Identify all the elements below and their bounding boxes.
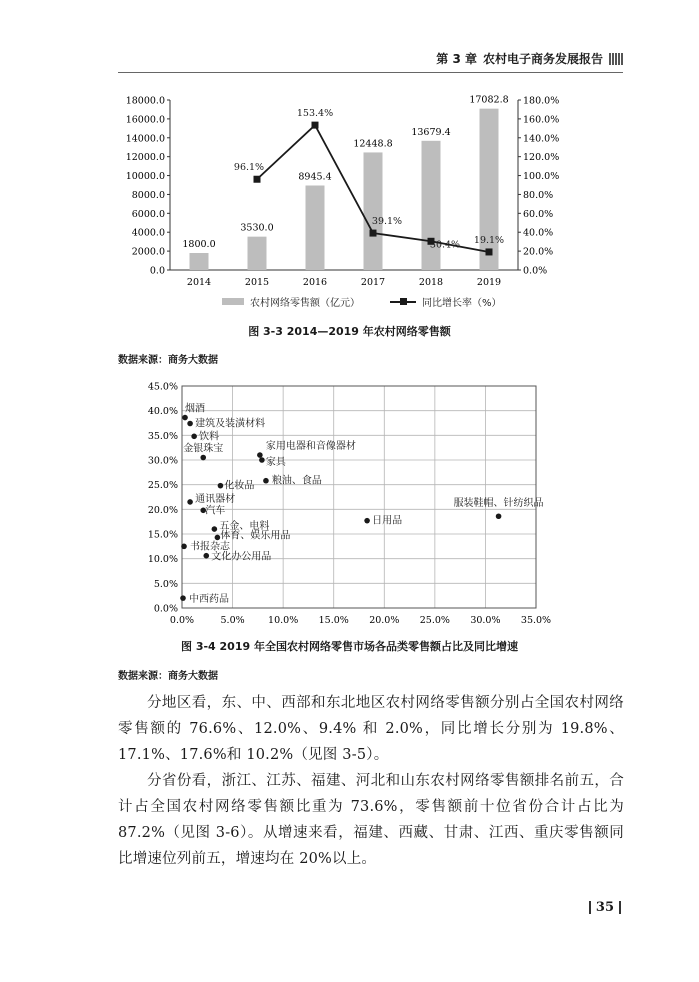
y-tick-label: 45.0% xyxy=(147,381,178,393)
header-bar-ornament xyxy=(609,53,623,65)
scatter-point xyxy=(215,535,221,541)
point-label: 建筑及装潢材料 xyxy=(195,418,266,430)
bar-value-label: 12448.8 xyxy=(353,138,393,150)
paragraph-region: 分地区看，东、中、西部和东北地区农村网络零售额分别占全国农村网络零售额的 76.6%、12.0%、9.4% 和 2.0%，同比增长分别为 19.8%、17.1%、17.6%和 10.2%（见图 3-5）。 xyxy=(118,695,624,763)
y-right-tick-label: 0.0% xyxy=(523,265,548,277)
point-label: 中西药品 xyxy=(189,594,230,606)
bar-value-label: 17082.8 xyxy=(469,94,509,106)
y-right-tick-label: 60.0% xyxy=(523,208,554,220)
bar xyxy=(422,141,441,270)
x-tick-label: 15.0% xyxy=(318,615,349,626)
page-number xyxy=(589,900,621,915)
point-label: 化妆品 xyxy=(224,480,255,492)
x-tick-label: 35.0% xyxy=(520,615,552,626)
y-left-tick-label: 4000.0 xyxy=(131,227,165,239)
figure-3-4-source: 数据来源：商务大数据 xyxy=(118,671,218,682)
y-tick-label: 5.0% xyxy=(153,578,178,590)
x-tick-label: 10.0% xyxy=(268,615,299,626)
legend-bar-swatch xyxy=(222,298,244,305)
scatter-point xyxy=(259,457,265,463)
scatter-point xyxy=(212,526,218,532)
point-label: 金银珠宝 xyxy=(183,443,224,455)
x-tick-label: 2017 xyxy=(360,277,386,288)
paragraph-province: 分省份看，浙江、江苏、福建、河北和山东农村网络零售额排名前五，合计占全国农村网络零售额比重为 73.6%，零售额前十位省份合计占比为 87.2%（见图 3-6）。从增速来看，福建、西藏、甘肃、江西、重庆零售额同比增速位列前五，增速均在 20%以上。 xyxy=(118,773,624,867)
legend-line-swatch xyxy=(390,301,416,303)
growth-label: 19.1% xyxy=(473,234,505,246)
growth-label: 39.1% xyxy=(371,216,403,228)
figure-3-3-legend xyxy=(222,294,502,309)
bar-value-label: 8945.4 xyxy=(298,171,332,183)
x-tick-label: 25.0% xyxy=(419,615,450,626)
scatter-chart-svg xyxy=(118,378,568,630)
y-tick-label: 40.0% xyxy=(147,406,178,418)
point-label: 五金、电料 xyxy=(219,521,270,533)
y-left-tick-label: 18000.0 xyxy=(125,95,165,107)
page-number-text: 35 xyxy=(595,900,614,915)
scatter-point xyxy=(364,518,370,524)
point-label: 家用电器和音像器材 xyxy=(265,441,356,453)
point-label: 家具 xyxy=(265,457,286,468)
bar-value-label: 1800.0 xyxy=(182,239,216,250)
x-tick-label: 20.0% xyxy=(369,615,400,626)
scatter-point xyxy=(191,434,197,440)
figure-3-3-caption: 图 3-3 2014—2019 年农村网络零售额 xyxy=(248,325,451,338)
point-label: 饮料 xyxy=(199,431,220,443)
y-tick-label: 15.0% xyxy=(147,529,178,541)
growth-point xyxy=(254,176,261,183)
scatter-point xyxy=(218,483,224,489)
point-label: 烟酒 xyxy=(185,403,206,415)
y-left-tick-label: 10000.0 xyxy=(125,171,165,183)
figure-3-3-chart xyxy=(118,88,588,292)
y-tick-label: 35.0% xyxy=(147,430,178,442)
header-rule xyxy=(118,72,623,73)
growth-point xyxy=(370,230,377,237)
y-right-tick-label: 140.0% xyxy=(523,133,560,145)
bar xyxy=(364,152,383,270)
y-tick-label: 0.0% xyxy=(153,603,178,615)
y-left-tick-label: 0.0 xyxy=(149,265,165,277)
y-left-tick-label: 2000.0 xyxy=(131,246,165,258)
y-tick-label: 25.0% xyxy=(147,480,178,492)
x-tick-label: 5.0% xyxy=(220,615,245,626)
page-number-right-rule xyxy=(619,901,621,914)
running-header xyxy=(436,50,623,67)
x-tick-label: 2015 xyxy=(244,277,270,288)
x-tick-label: 30.0% xyxy=(470,615,501,626)
y-left-tick-label: 16000.0 xyxy=(125,114,165,126)
legend-line-label: 同比增长率（%） xyxy=(422,298,502,309)
point-label: 通讯器材 xyxy=(195,493,236,505)
bar xyxy=(248,237,267,270)
scatter-point xyxy=(187,499,193,505)
growth-label: 153.4% xyxy=(296,108,334,120)
x-tick-label: 2019 xyxy=(476,277,502,288)
y-left-tick-label: 14000.0 xyxy=(125,133,165,145)
scatter-point xyxy=(257,452,263,458)
point-label: 服装鞋帽、针纺织品 xyxy=(453,498,544,510)
y-right-tick-label: 80.0% xyxy=(523,189,554,201)
y-tick-label: 20.0% xyxy=(147,504,178,516)
x-tick-label: 2016 xyxy=(302,277,328,288)
figure-3-4-chart xyxy=(118,378,568,630)
y-right-tick-label: 160.0% xyxy=(523,114,560,126)
y-right-tick-label: 20.0% xyxy=(523,246,554,258)
y-right-tick-label: 120.0% xyxy=(523,152,560,164)
y-left-tick-label: 12000.0 xyxy=(125,152,165,164)
chapter-title: 农村电子商务发展报告 xyxy=(482,52,603,66)
point-label: 文化办公用品 xyxy=(211,551,272,563)
x-tick-label: 2018 xyxy=(418,277,444,288)
scatter-point xyxy=(181,544,187,550)
scatter-point xyxy=(263,478,269,484)
y-tick-label: 10.0% xyxy=(147,554,178,566)
growth-point xyxy=(312,122,319,129)
scatter-point xyxy=(182,415,188,421)
growth-label: 30.4% xyxy=(429,239,461,251)
chapter-label: 第 3 章 xyxy=(436,52,477,66)
scatter-point xyxy=(203,553,209,559)
y-left-tick-label: 6000.0 xyxy=(131,208,165,220)
point-label: 粮油、食品 xyxy=(271,475,322,487)
y-right-tick-label: 40.0% xyxy=(523,227,554,239)
legend-bar-label: 农村网络零售额（亿元） xyxy=(250,298,360,309)
x-tick-label: 0.0% xyxy=(169,615,195,626)
point-label: 日用品 xyxy=(372,515,403,527)
growth-point xyxy=(486,248,493,255)
bar-value-label: 13679.4 xyxy=(411,126,451,138)
scatter-point xyxy=(496,513,502,519)
x-tick-label: 2014 xyxy=(186,277,212,288)
bar xyxy=(306,186,325,270)
scatter-point xyxy=(180,595,186,601)
legend-item-line xyxy=(390,294,502,309)
bar-value-label: 3530.0 xyxy=(240,222,274,234)
point-label: 书报杂志 xyxy=(190,541,231,553)
page-number-left-rule xyxy=(589,901,591,914)
legend-item-bar xyxy=(222,294,360,309)
y-tick-label: 30.0% xyxy=(147,455,178,467)
combo-chart-svg xyxy=(118,88,588,292)
scatter-point xyxy=(200,455,206,461)
y-right-tick-label: 100.0% xyxy=(523,171,560,183)
figure-3-3-source: 数据来源：商务大数据 xyxy=(118,355,218,366)
growth-label: 96.1% xyxy=(233,162,265,174)
scatter-point xyxy=(187,421,193,427)
point-label: 体育、娱乐用品 xyxy=(220,530,291,542)
y-left-tick-label: 8000.0 xyxy=(131,189,165,201)
figure-3-4-caption: 图 3-4 2019 年全国农村网络零售市场各品类零售额占比及同比增速 xyxy=(181,640,518,653)
y-right-tick-label: 180.0% xyxy=(523,95,560,107)
point-label: 汽车 xyxy=(205,505,226,517)
bar xyxy=(190,253,209,270)
